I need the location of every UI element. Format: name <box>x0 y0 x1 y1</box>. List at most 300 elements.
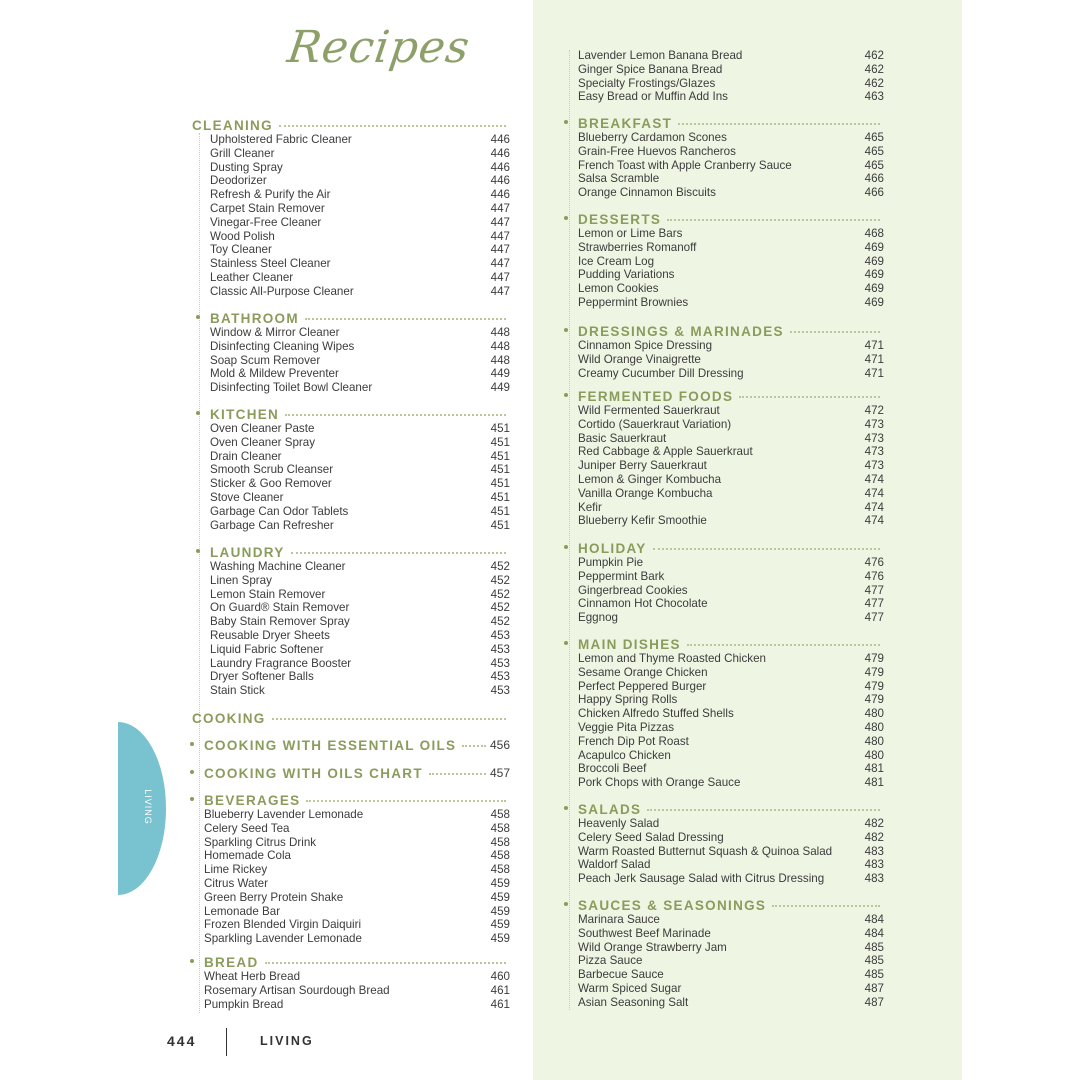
recipe-page: 460 <box>490 970 510 983</box>
recipe-name: Vanilla Orange Kombucha <box>578 486 713 500</box>
recipe-page: 448 <box>490 326 510 339</box>
recipe-entry[interactable] <box>578 845 884 859</box>
recipe-name: Deodorizer <box>210 174 267 188</box>
recipe-name: Leather Cleaner <box>210 270 294 284</box>
recipe-entry[interactable] <box>578 487 884 501</box>
section-header[interactable] <box>192 710 510 726</box>
dot-leader <box>739 396 880 398</box>
recipe-entry[interactable] <box>210 422 510 436</box>
recipe-entry[interactable] <box>204 970 510 984</box>
recipe-entry[interactable] <box>578 404 884 418</box>
recipe-entry[interactable] <box>578 982 884 996</box>
recipe-page: 458 <box>490 835 510 849</box>
recipe-entry[interactable] <box>578 721 884 735</box>
recipe-entry[interactable] <box>578 296 884 310</box>
recipe-entry[interactable] <box>578 680 884 694</box>
recipe-entry[interactable] <box>578 445 884 459</box>
recipe-entry[interactable] <box>204 863 510 877</box>
section-cooking-with-oils-chart <box>204 765 510 781</box>
section-sauces-seasonings <box>578 897 884 1010</box>
recipe-list <box>578 404 884 528</box>
recipe-page: 466 <box>864 172 884 186</box>
recipe-entry[interactable] <box>210 340 510 354</box>
recipe-entry[interactable] <box>578 941 884 955</box>
recipe-entry[interactable] <box>210 326 510 340</box>
recipe-entry[interactable] <box>204 877 510 891</box>
recipe-entry[interactable] <box>578 473 884 487</box>
recipe-name: Warm Spiced Sugar <box>578 981 682 995</box>
recipe-name: Reusable Dryer Sheets <box>210 628 330 642</box>
section-salads <box>578 801 884 886</box>
recipe-entry[interactable] <box>210 477 510 491</box>
section-beverages <box>204 792 510 946</box>
recipe-page: 447 <box>490 201 510 215</box>
recipe-list <box>578 913 884 1010</box>
section-header[interactable] <box>204 765 510 781</box>
recipe-page: 476 <box>864 569 884 583</box>
recipe-name: Eggnog <box>578 611 618 625</box>
section-title: DESSERTS <box>578 211 662 227</box>
recipe-page: 459 <box>490 904 510 918</box>
recipe-name: Blueberry Lavender Lemonade <box>204 808 364 821</box>
tab-label: LIVING <box>142 789 153 825</box>
recipe-entry[interactable] <box>578 77 884 91</box>
recipe-name: Wheat Herb Bread <box>204 970 301 983</box>
recipe-entry[interactable] <box>578 749 884 763</box>
recipe-name: Wild Orange Vinaigrette <box>578 352 701 366</box>
recipe-entry[interactable] <box>578 776 884 790</box>
recipe-name: Stove Cleaner <box>210 490 284 504</box>
recipe-page: 459 <box>490 918 510 932</box>
recipe-entry[interactable] <box>210 257 510 271</box>
recipe-entry[interactable] <box>210 367 510 381</box>
recipe-name: Homemade Cola <box>204 849 291 863</box>
recipe-name: Oven Cleaner Spray <box>210 435 316 449</box>
recipe-page: 479 <box>864 665 884 679</box>
recipe-name: Broccoli Beef <box>578 762 647 776</box>
recipe-name: Smooth Scrub Cleanser <box>210 463 334 477</box>
recipe-page: 458 <box>490 849 510 863</box>
recipe-page: 483 <box>864 872 884 886</box>
recipe-entry[interactable] <box>578 611 884 625</box>
recipe-page: 453 <box>490 656 510 670</box>
section-title: BREAKFAST <box>578 115 673 131</box>
recipe-page: 447 <box>490 215 510 229</box>
section-header[interactable] <box>210 310 510 326</box>
recipe-entry[interactable] <box>578 353 884 367</box>
recipe-entry[interactable] <box>210 133 510 147</box>
recipe-name: Easy Bread or Muffin Add Ins <box>578 90 728 104</box>
section-header[interactable] <box>578 115 884 131</box>
living-section-tab[interactable] <box>118 722 166 895</box>
recipe-page: 449 <box>490 367 510 381</box>
recipe-entry[interactable] <box>210 588 510 602</box>
recipe-entry[interactable] <box>210 216 510 230</box>
recipe-entry[interactable] <box>210 147 510 161</box>
recipe-entry[interactable] <box>578 735 884 749</box>
recipe-entry[interactable] <box>210 381 510 395</box>
dot-leader <box>291 552 506 554</box>
recipe-name: Cinnamon Hot Chocolate <box>578 597 708 611</box>
recipe-entry[interactable] <box>210 629 510 643</box>
recipe-entry[interactable] <box>578 817 884 831</box>
recipe-list <box>210 560 510 698</box>
recipe-entry[interactable] <box>578 255 884 269</box>
recipe-page: 472 <box>864 404 884 417</box>
section-title: BATHROOM <box>210 310 299 326</box>
recipe-list <box>578 339 884 380</box>
recipe-entry[interactable] <box>204 918 510 932</box>
recipe-entry[interactable] <box>204 891 510 905</box>
section-header[interactable] <box>578 897 884 913</box>
recipe-page: 471 <box>864 352 884 366</box>
recipe-entry[interactable] <box>578 927 884 941</box>
section-header[interactable] <box>210 544 510 560</box>
recipe-entry[interactable] <box>578 172 884 186</box>
recipe-name: Drain Cleaner <box>210 449 282 463</box>
recipe-entry[interactable] <box>578 954 884 968</box>
recipe-page: 447 <box>490 284 510 298</box>
recipe-name: Kefir <box>578 500 602 514</box>
recipe-entry[interactable] <box>210 657 510 671</box>
recipe-page: 449 <box>490 381 510 395</box>
recipe-page: 469 <box>864 268 884 282</box>
recipe-entry[interactable] <box>578 996 884 1010</box>
recipe-page: 446 <box>490 174 510 188</box>
section-title: MAIN DISHES <box>578 636 681 652</box>
recipe-name: Lemon and Thyme Roasted Chicken <box>578 652 766 665</box>
section-header[interactable] <box>204 792 510 808</box>
recipe-name: Grain-Free Huevos Rancheros <box>578 144 736 158</box>
section-laundry <box>210 544 510 698</box>
recipe-entry[interactable] <box>578 145 884 159</box>
recipe-entry[interactable] <box>578 418 884 432</box>
recipe-page: 459 <box>490 932 510 946</box>
section-header[interactable] <box>578 801 884 817</box>
recipe-name: Lime Rickey <box>204 863 268 877</box>
section-holiday <box>578 540 884 625</box>
recipe-entry[interactable] <box>578 268 884 282</box>
section-header[interactable] <box>204 737 510 753</box>
recipe-entry[interactable] <box>210 684 510 698</box>
recipe-entry[interactable] <box>210 243 510 257</box>
recipe-name: Celery Seed Tea <box>204 821 290 835</box>
recipe-entry[interactable] <box>204 849 510 863</box>
recipe-page: 474 <box>864 514 884 528</box>
recipe-entry[interactable] <box>204 905 510 919</box>
recipe-page: 469 <box>864 240 884 254</box>
recipe-name: Lemon Stain Remover <box>210 587 326 601</box>
recipe-page: 485 <box>864 954 884 968</box>
recipe-name: Lavender Lemon Banana Bread <box>578 49 743 62</box>
recipe-page: 469 <box>864 254 884 268</box>
recipe-entry[interactable] <box>578 584 884 598</box>
recipe-entry[interactable] <box>578 49 884 63</box>
recipe-entry[interactable] <box>578 501 884 515</box>
page-number: 444 <box>167 1033 197 1049</box>
recipe-name: Pumpkin Bread <box>204 997 284 1011</box>
recipe-page: 452 <box>490 587 510 601</box>
recipe-entry[interactable] <box>210 601 510 615</box>
recipe-name: Frozen Blended Virgin Daiquiri <box>204 918 362 932</box>
section-header[interactable] <box>578 388 884 404</box>
recipe-list <box>578 556 884 625</box>
bullet-icon <box>564 641 568 645</box>
recipe-page: 474 <box>864 472 884 486</box>
recipe-entry[interactable] <box>578 707 884 721</box>
dot-leader <box>462 745 486 747</box>
section-cleaning <box>192 117 510 299</box>
recipe-page: 463 <box>864 90 884 104</box>
dot-leader <box>678 123 880 125</box>
recipe-page: 487 <box>864 981 884 995</box>
recipe-name: Ice Cream Log <box>578 254 655 268</box>
dot-leader <box>687 644 880 646</box>
recipe-entry[interactable] <box>578 831 884 845</box>
recipe-entry[interactable] <box>578 693 884 707</box>
recipe-page: 451 <box>490 422 510 435</box>
recipe-entry[interactable] <box>210 574 510 588</box>
section-header[interactable] <box>192 117 510 133</box>
recipe-name: Liquid Fabric Softener <box>210 642 324 656</box>
recipe-entry[interactable] <box>210 560 510 574</box>
recipe-name: Blueberry Kefir Smoothie <box>578 514 707 528</box>
recipe-entry[interactable] <box>578 762 884 776</box>
recipe-entry[interactable] <box>578 227 884 241</box>
recipe-name: Juniper Berry Sauerkraut <box>578 459 707 473</box>
recipe-entry[interactable] <box>204 998 510 1012</box>
recipe-page: 469 <box>864 282 884 296</box>
bullet-icon <box>564 806 568 810</box>
recipe-name: Classic All-Purpose Cleaner <box>210 284 354 298</box>
section-title: SAUCES & SEASONINGS <box>578 897 767 913</box>
recipe-entry[interactable] <box>210 174 510 188</box>
recipe-entry[interactable] <box>578 339 884 353</box>
recipe-entry[interactable] <box>210 491 510 505</box>
recipe-entry[interactable] <box>204 808 510 822</box>
section-title: SALADS <box>578 801 642 817</box>
section-header[interactable] <box>578 636 884 652</box>
recipe-entry[interactable] <box>578 90 884 104</box>
recipe-page: 485 <box>864 968 884 982</box>
recipe-name: Dryer Softener Balls <box>210 670 314 684</box>
recipe-entry[interactable] <box>578 570 884 584</box>
recipe-name: Happy Spring Rolls <box>578 693 678 707</box>
recipe-name: Upholstered Fabric Cleaner <box>210 133 352 146</box>
recipe-entry[interactable] <box>204 836 510 850</box>
section-header[interactable] <box>578 211 884 227</box>
recipe-list <box>204 808 510 946</box>
recipe-page: 482 <box>864 817 884 830</box>
recipe-page: 451 <box>490 518 510 532</box>
recipe-entry[interactable] <box>210 519 510 533</box>
recipe-page: 483 <box>864 858 884 872</box>
recipe-entry[interactable] <box>210 285 510 299</box>
recipe-name: Marinara Sauce <box>578 913 660 926</box>
recipe-name: Ginger Spice Banana Bread <box>578 62 723 76</box>
section-fermented-foods <box>578 388 884 528</box>
recipe-name: Citrus Water <box>204 876 268 890</box>
recipe-page: 461 <box>490 997 510 1011</box>
section-page-number: 456 <box>489 738 510 752</box>
section-header[interactable] <box>578 323 884 339</box>
recipe-page: 465 <box>864 158 884 172</box>
recipe-name: Vinegar-Free Cleaner <box>210 215 322 229</box>
section-title: BEVERAGES <box>204 792 301 808</box>
recipe-page: 451 <box>490 490 510 504</box>
recipe-name: Pork Chops with Orange Sauce <box>578 776 741 790</box>
recipe-entry[interactable] <box>578 556 884 570</box>
recipe-name: Lemonade Bar <box>204 904 281 918</box>
recipe-entry[interactable] <box>578 282 884 296</box>
recipe-entry[interactable] <box>204 822 510 836</box>
recipe-name: Wild Fermented Sauerkraut <box>578 404 720 417</box>
recipe-page: 473 <box>864 431 884 445</box>
recipe-name: Carpet Stain Remover <box>210 201 325 215</box>
section-header[interactable] <box>204 954 510 970</box>
recipe-entry[interactable] <box>210 354 510 368</box>
recipe-entry[interactable] <box>210 450 510 464</box>
recipe-entry[interactable] <box>210 202 510 216</box>
section-cooking <box>192 710 510 726</box>
dot-leader <box>429 773 486 775</box>
recipe-entry[interactable] <box>578 968 884 982</box>
recipe-page: 469 <box>864 295 884 309</box>
recipe-page: 487 <box>864 995 884 1009</box>
recipe-page: 471 <box>864 366 884 380</box>
recipe-entry[interactable] <box>210 161 510 175</box>
recipe-entry[interactable] <box>578 872 884 886</box>
recipe-entry[interactable] <box>210 670 510 684</box>
recipe-entry[interactable] <box>578 666 884 680</box>
section-page-number: 457 <box>489 766 510 780</box>
recipe-page: 481 <box>864 762 884 776</box>
recipe-list <box>578 227 884 310</box>
bullet-icon <box>190 770 194 774</box>
dot-leader <box>790 331 880 333</box>
section-dressings-marinades <box>578 323 884 380</box>
recipe-page: 462 <box>864 49 884 62</box>
dot-leader <box>265 962 506 964</box>
recipe-entry[interactable] <box>210 230 510 244</box>
recipe-name: Disinfecting Toilet Bowl Cleaner <box>210 381 373 395</box>
recipe-name: Rosemary Artisan Sourdough Bread <box>204 983 390 997</box>
recipe-entry[interactable] <box>210 505 510 519</box>
recipe-entry[interactable] <box>578 514 884 528</box>
dot-leader <box>285 414 506 416</box>
recipe-name: Orange Cinnamon Biscuits <box>578 186 716 200</box>
section-main-dishes <box>578 636 884 790</box>
recipe-name: Lemon & Ginger Kombucha <box>578 472 722 486</box>
recipe-name: Warm Roasted Butternut Squash & Quinoa Salad <box>578 844 833 858</box>
recipe-entry[interactable] <box>578 652 884 666</box>
recipe-entry[interactable] <box>204 932 510 946</box>
recipe-name: Gingerbread Cookies <box>578 583 688 597</box>
dot-leader <box>272 718 506 720</box>
recipe-page: 446 <box>490 188 510 202</box>
recipe-name: Laundry Fragrance Booster <box>210 656 352 670</box>
section-title: COOKING WITH OILS CHART <box>204 765 423 781</box>
recipe-entry[interactable] <box>210 436 510 450</box>
recipe-entry[interactable] <box>578 63 884 77</box>
recipe-name: Soap Scum Remover <box>210 353 321 367</box>
recipe-name: Sesame Orange Chicken <box>578 665 708 679</box>
recipe-entry[interactable] <box>578 186 884 200</box>
section-desserts <box>578 211 884 310</box>
bullet-icon <box>190 959 194 963</box>
recipe-entry[interactable] <box>578 241 884 255</box>
recipe-page: 451 <box>490 449 510 463</box>
recipe-page: 447 <box>490 257 510 271</box>
recipe-entry[interactable] <box>578 432 884 446</box>
recipe-page: 459 <box>490 876 510 890</box>
recipe-name: Toy Cleaner <box>210 243 272 257</box>
recipe-entry[interactable] <box>210 615 510 629</box>
recipe-name: Chicken Alfredo Stuffed Shells <box>578 707 734 721</box>
recipe-page: 446 <box>490 146 510 160</box>
section-title: LAUNDRY <box>210 544 285 560</box>
section-kitchen <box>210 406 510 532</box>
recipe-page: 473 <box>864 459 884 473</box>
bullet-icon <box>564 216 568 220</box>
recipe-entry[interactable] <box>578 159 884 173</box>
recipe-list <box>578 49 884 104</box>
recipe-entry[interactable] <box>210 271 510 285</box>
recipe-name: French Toast with Apple Cranberry Sauce <box>578 158 792 172</box>
section-header[interactable] <box>210 406 510 422</box>
recipe-name: Wood Polish <box>210 229 275 243</box>
section-title: FERMENTED FOODS <box>578 388 734 404</box>
recipe-page: 480 <box>864 707 884 721</box>
section-cooking-with-essential-oils <box>204 737 510 753</box>
recipe-entry[interactable] <box>204 984 510 998</box>
recipe-entry[interactable] <box>578 459 884 473</box>
recipe-name: On Guard® Stain Remover <box>210 601 350 615</box>
recipe-page: 477 <box>864 597 884 611</box>
section-header[interactable] <box>578 540 884 556</box>
recipe-entry[interactable] <box>578 597 884 611</box>
recipe-page: 477 <box>864 583 884 597</box>
recipe-page: 483 <box>864 844 884 858</box>
recipe-page: 485 <box>864 940 884 954</box>
recipe-entry[interactable] <box>578 367 884 381</box>
recipe-name: Specialty Frostings/Glazes <box>578 76 716 90</box>
recipe-name: Disinfecting Cleaning Wipes <box>210 339 355 353</box>
recipe-list <box>210 422 510 532</box>
recipe-page: 479 <box>864 693 884 707</box>
recipe-list <box>210 133 510 299</box>
recipe-name: Stainless Steel Cleaner <box>210 257 331 271</box>
dot-leader <box>667 219 880 221</box>
recipe-entry[interactable] <box>210 463 510 477</box>
recipe-entry[interactable] <box>210 643 510 657</box>
bullet-icon <box>564 902 568 906</box>
recipe-entry[interactable] <box>578 913 884 927</box>
recipe-page: 474 <box>864 500 884 514</box>
recipe-name: Lemon Cookies <box>578 282 659 296</box>
recipe-page: 461 <box>490 983 510 997</box>
recipe-entry[interactable] <box>578 858 884 872</box>
recipe-page: 462 <box>864 62 884 76</box>
recipe-entry[interactable] <box>578 131 884 145</box>
recipe-list <box>204 970 510 1011</box>
recipe-list <box>578 131 884 200</box>
recipe-page: 462 <box>864 76 884 90</box>
recipe-name: Pudding Variations <box>578 268 675 282</box>
recipe-name: Sparkling Citrus Drink <box>204 835 317 849</box>
recipe-entry[interactable] <box>210 188 510 202</box>
recipe-page: 481 <box>864 776 884 790</box>
